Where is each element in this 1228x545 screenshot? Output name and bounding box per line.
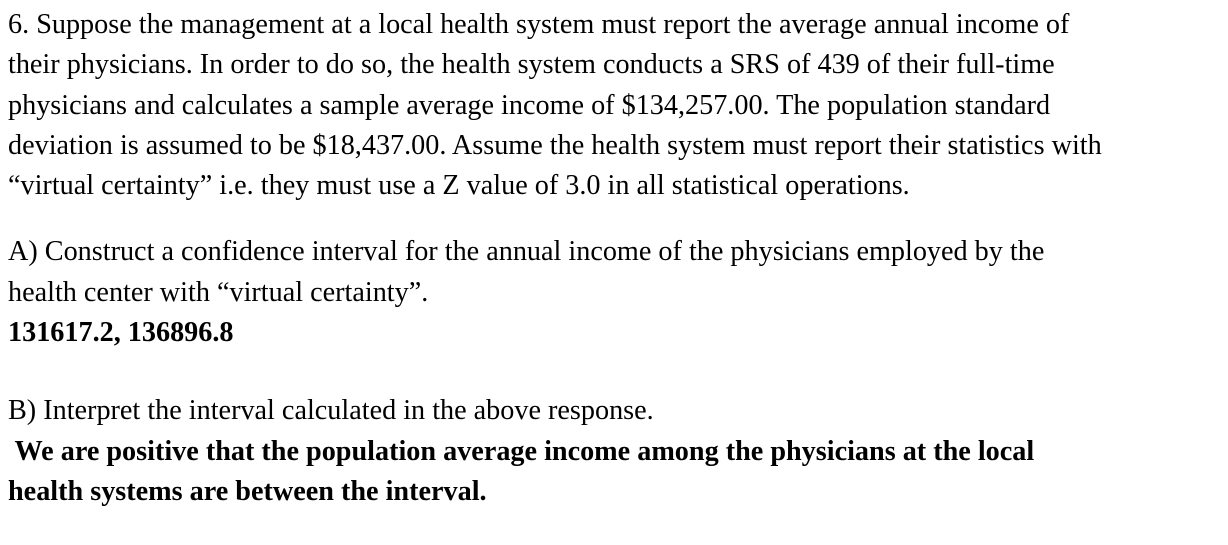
- question-line: “virtual certainty” i.e. they must use a Z value of 3.0 in all statistical operations.: [8, 170, 910, 202]
- part-a: [8, 232, 1220, 353]
- part-a-prompt-line: A) Construct a confidence interval for the annual income of the physicians employed by the: [8, 236, 1045, 268]
- question-6: [8, 5, 1220, 206]
- spacer: [8, 353, 1220, 391]
- question-line: 6. Suppose the management at a local health system must report the average annual income of: [8, 9, 1070, 40]
- part-a-prompt-line: health center with “virtual certainty”.: [8, 276, 429, 308]
- question-line: deviation is assumed to be $18,437.00. Assume the health system must report their statistics with: [8, 129, 1102, 161]
- document-body: [8, 5, 1220, 512]
- part-b: [8, 391, 1220, 512]
- part-a-answer: 131617.2, 136896.8: [8, 317, 234, 349]
- part-b-answer-line: We are positive that the population average income among the physicians at the local: [8, 435, 1035, 467]
- question-line: their physicians. In order to do so, the health system conducts a SRS of 439 of their full-time: [8, 49, 1055, 81]
- question-line: physicians and calculates a sample average income of $134,257.00. The population standard: [8, 89, 1051, 121]
- part-b-answer-line: health systems are between the interval.: [8, 475, 487, 507]
- part-b-prompt: B) Interpret the interval calculated in the above response.: [8, 395, 654, 427]
